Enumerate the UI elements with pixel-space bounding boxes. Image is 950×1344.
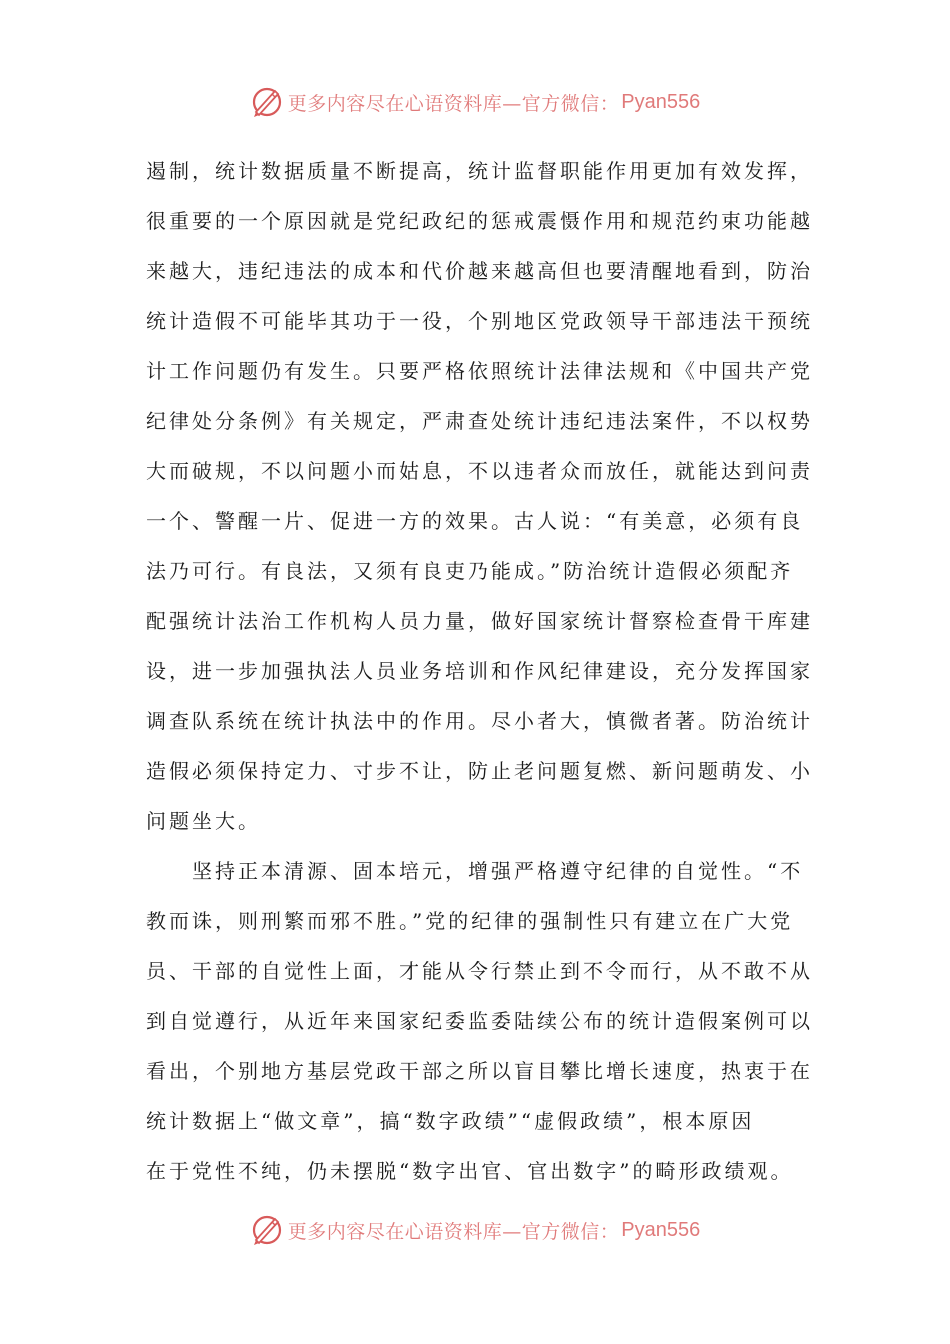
banner-wechat-handle: Pyan556 [621, 90, 701, 113]
text-line: 教而诛，则刑繁而邪不胜。”党的纪律的强制性只有建立在广大党 [146, 909, 794, 933]
text-line: 统计造假不可能毕其功于一役，个别地区党政领导干部违法干预统 [146, 309, 813, 333]
footer-banner [0, 1210, 950, 1250]
text-line: 纪律处分条例》有关规定，严肃查处统计违纪违法案件，不以权势 [146, 409, 813, 433]
text-line: 到自觉遵行，从近年来国家纪委监委陆续公布的统计造假案例可以 [146, 1009, 813, 1033]
text-line: 一个、警醒一片、促进一方的效果。古人说：“有美意，必须有良 [146, 509, 804, 533]
header-banner [0, 82, 950, 122]
text-line: 遏制，统计数据质量不断提高，统计监督职能作用更加有效发挥， [146, 159, 813, 183]
text-line: 计工作问题仍有发生。只要严格依照统计法律法规和《中国共产党 [146, 359, 813, 383]
text-line: 坚持正本清源、固本培元，增强严格遵守纪律的自觉性。“不 [146, 859, 804, 883]
document-body [146, 146, 813, 1196]
text-line: 来越大，违纪违法的成本和代价越来越高但也要清醒地看到，防治 [146, 259, 813, 283]
text-line: 大而破规，不以问题小而姑息，不以违者众而放任，就能达到问责 [146, 459, 813, 483]
text-line: 看出，个别地方基层党政干部之所以盲目攀比增长速度，热衷于在 [146, 1059, 813, 1083]
pen-circle-logo-icon [250, 1213, 284, 1247]
text-line: 问题坐大。 [146, 809, 261, 833]
text-line: 造假必须保持定力、寸步不让，防止老问题复燃、新问题萌发、小 [146, 759, 813, 783]
banner-wechat-handle: Pyan556 [621, 1218, 701, 1241]
text-line: 设，进一步加强执法人员业务培训和作风纪律建设，充分发挥国家 [146, 659, 813, 683]
text-line: 配强统计法治工作机构人员力量，做好国家统计督察检查骨干库建 [146, 609, 813, 633]
pen-circle-logo-icon [250, 85, 284, 119]
text-line: 调查队系统在统计执法中的作用。尽小者大，慎微者著。防治统计 [146, 709, 813, 733]
text-line: 在于党性不纯，仍未摆脱“数字出官、官出数字”的畸形政绩观。 [146, 1159, 794, 1183]
banner-promo-text: 更多内容尽在心语资料库—官方微信： [287, 92, 620, 115]
text-line: 员、干部的自觉性上面，才能从令行禁止到不令而行，从不敢不从 [146, 959, 813, 983]
text-line: 统计数据上“做文章”，搞“数字政绩”“虚假政绩”，根本原因 [146, 1109, 755, 1133]
text-line: 很重要的一个原因就是党纪政纪的惩戒震慑作用和规范约束功能越 [146, 209, 813, 233]
text-line: 法乃可行。有良法，又须有良吏乃能成。”防治统计造假必须配齐 [146, 559, 794, 583]
banner-promo-text: 更多内容尽在心语资料库—官方微信： [287, 1220, 620, 1243]
